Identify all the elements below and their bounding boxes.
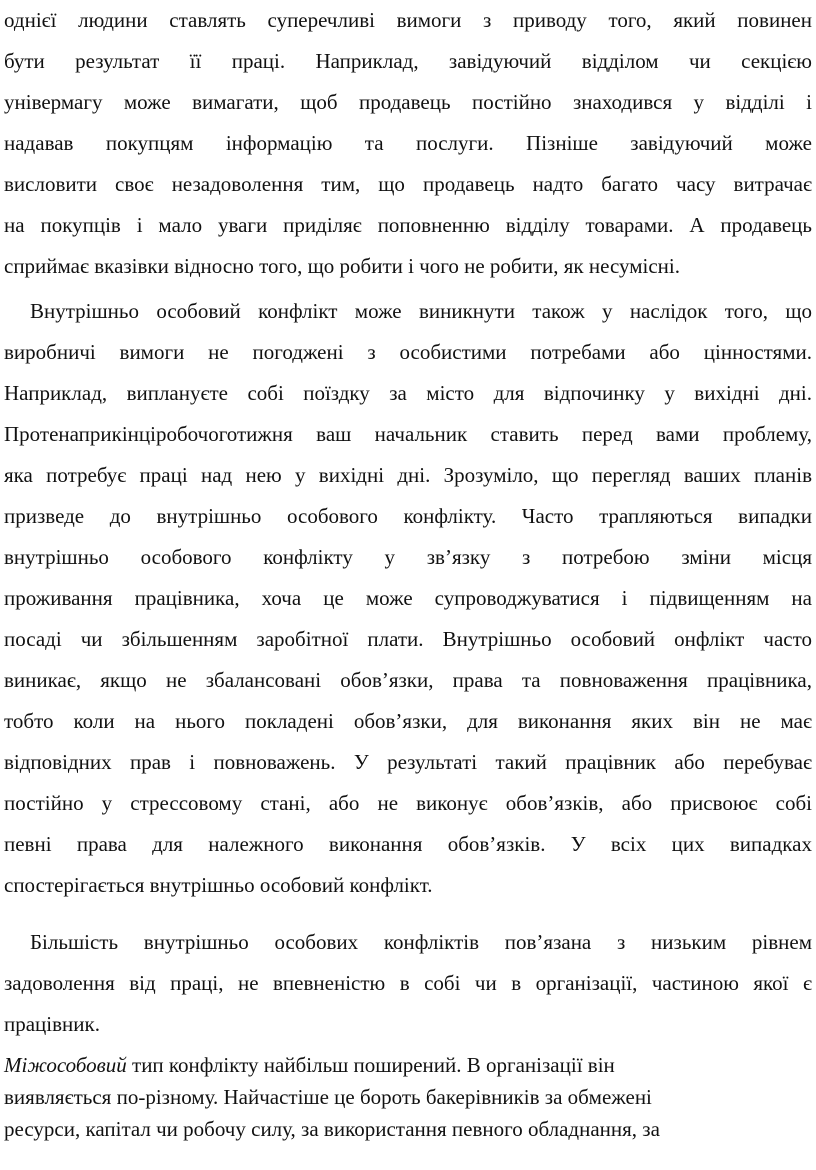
text-run: тип конфлікту найбільш поширений. В організації він bbox=[126, 1053, 615, 1077]
text-line: універмагу може вимагати, щоб продавець постійно знаходився у відділі і bbox=[4, 90, 812, 114]
text-line: Більшість внутрішньо особових конфліктів пов’язана з низьким рівнем bbox=[30, 930, 812, 954]
text-line: призведе до внутрішньо особового конфлікту. Часто трапляються випадки bbox=[4, 504, 812, 528]
text-line: внутрішньо особового конфлікту у зв’язку з потребою зміни місця bbox=[4, 545, 812, 569]
text-line: відповідних прав і повноважень. У результаті такий працівник або перебуває bbox=[4, 750, 812, 774]
text-line: на покупців і мало уваги приділяє поповненню відділу товарами. А продавець bbox=[4, 213, 812, 237]
text-line: виявляється по-різному. Найчастіше це бороть бакерівників за обмежені bbox=[4, 1085, 652, 1109]
paragraph-1 bbox=[4, 0, 812, 287]
text-line: певні права для належного виконання обов’язків. У всіх цих випадках bbox=[4, 832, 812, 856]
text-line: виробничі вимоги не погоджені з особистими потребами або цінностями. bbox=[4, 340, 812, 364]
italic-term: Міжособовий bbox=[4, 1053, 127, 1077]
text-line: висловити своє незадоволення тим, що продавець надто багато часу витрачає bbox=[4, 172, 812, 196]
text-line: проживання працівника, хоча це може супроводжуватися і підвищенням на bbox=[4, 586, 812, 610]
text-line: спостерігається внутрішньо особовий конфлікт. bbox=[4, 873, 433, 897]
paragraph-4 bbox=[4, 1049, 812, 1145]
text-line: постійно у стрессовому стані, або не виконує обов’язків, або присвоює собі bbox=[4, 791, 812, 815]
text-line: бути результат її праці. Наприклад, завідуючий відділом чи секцією bbox=[4, 49, 812, 73]
text-line: ресурси, капітал чи робочу силу, за використання певного обладнання, за bbox=[4, 1117, 660, 1141]
text-line: Наприклад, виплануєте собі поїздку за місто для відпочинку у вихідні дні. bbox=[4, 381, 812, 405]
text-line: працівник. bbox=[4, 1012, 100, 1036]
text-line: виникає, якщо не збалансовані обов’язки, права та повноваження працівника, bbox=[4, 668, 812, 692]
text-line: однієї людини ставлять суперечливі вимоги з приводу того, який повинен bbox=[4, 8, 812, 32]
paragraph-2 bbox=[4, 291, 812, 906]
paragraph-3 bbox=[4, 922, 812, 1045]
text-line: тобто коли на нього покладені обов’язки, для виконання яких він не має bbox=[4, 709, 812, 733]
text-line: надавав покупцям інформацію та послуги. Пізніше завідуючий може bbox=[4, 131, 812, 155]
text-line: Внутрішньо особовий конфлікт може виникнути також у наслідок того, що bbox=[30, 299, 812, 323]
text-line: Протенаприкінціробочоготижня ваш начальник ставить перед вами проблему, bbox=[4, 422, 812, 446]
text-line bbox=[4, 1049, 812, 1081]
text-line: сприймає вказівки відносно того, що робити і чого не робити, як несумісні. bbox=[4, 254, 680, 278]
text-line: яка потребує праці над нею у вихідні дні. Зрозуміло, що перегляд ваших планів bbox=[4, 463, 812, 487]
text-line: посаді чи збільшенням заробітної плати. Внутрішньо особовий онфлікт часто bbox=[4, 627, 812, 651]
text-line: задоволення від праці, не впевненістю в собі чи в організації, частиною якої є bbox=[4, 971, 812, 995]
